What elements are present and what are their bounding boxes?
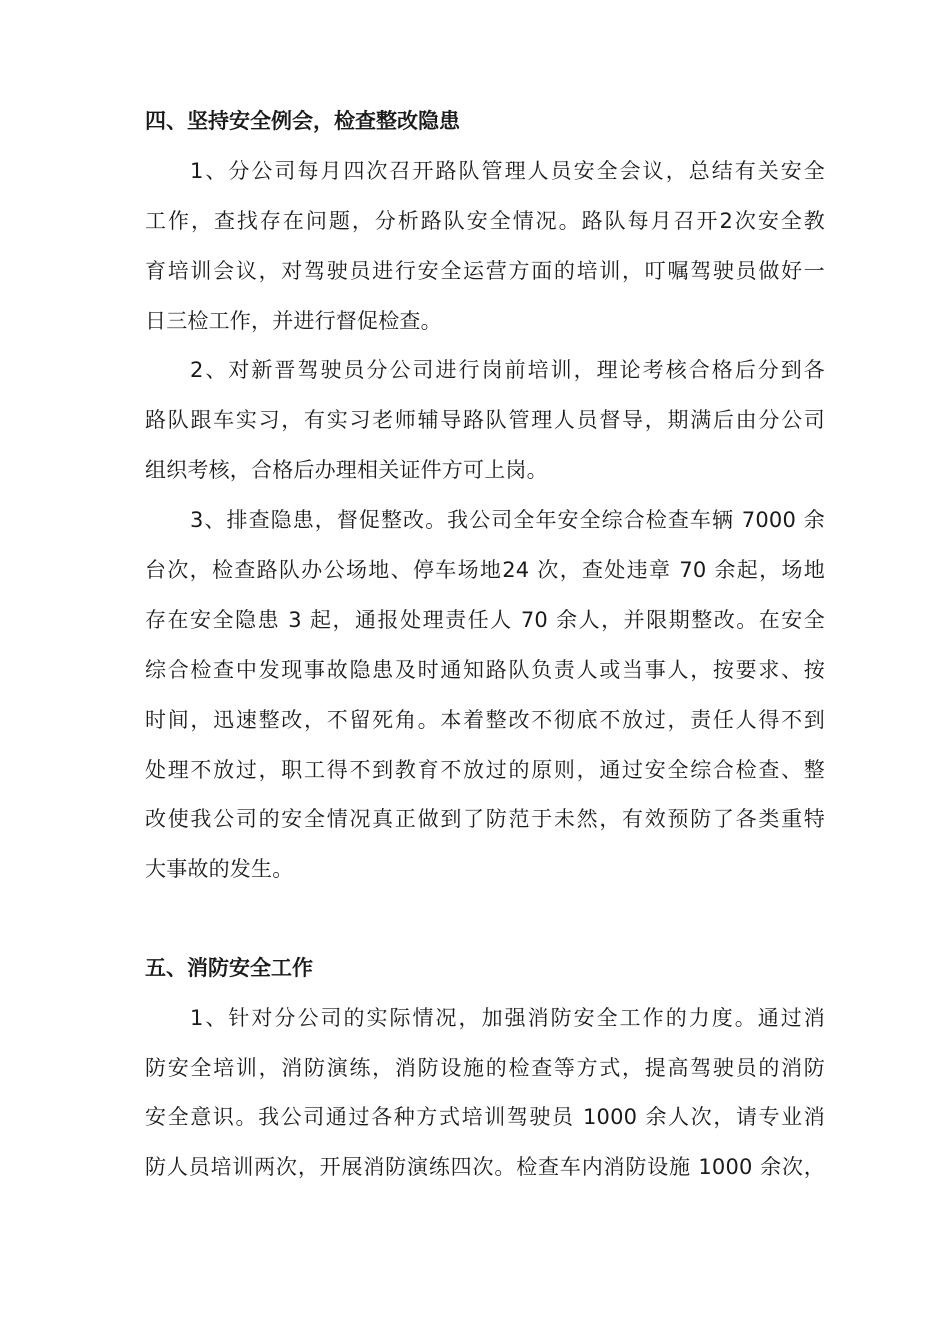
text-line: 2、对新晋驾驶员分公司进行岗前培训，理论考核合格后分到各 — [190, 358, 825, 382]
text-line: 3、排查隐患，督促整改。我公司全年安全综合检查车辆 7000 余 — [190, 508, 825, 532]
text-line: 存在安全隐患 3 起，通报处理责任人 70 余人，并限期整改。在安全 — [145, 608, 825, 632]
text-line: 组织考核，合格后办理相关证件方可上岗。 — [145, 458, 548, 482]
text-line: 防人员培训两次，开展消防演练四次。检查车内消防设施 1000 余次， — [145, 1155, 825, 1179]
text-line: 日三检工作，并进行督促检查。 — [145, 309, 442, 333]
section-heading: 四、坚持安全例会，检查整改隐患 — [145, 109, 460, 133]
text-line: 路队跟车实习，有实习老师辅导路队管理人员督导，期满后由分公司 — [145, 408, 825, 432]
text-line: 大事故的发生。 — [145, 857, 294, 881]
text-line: 1、分公司每月四次召开路队管理人员安全会议，总结有关安全 — [190, 159, 825, 183]
section-heading: 五、消防安全工作 — [145, 956, 313, 980]
text-line: 安全意识。我公司通过各种方式培训驾驶员 1000 余人次，请专业消 — [145, 1105, 825, 1129]
text-line: 育培训会议，对驾驶员进行安全运营方面的培训，叮嘱驾驶员做好一 — [145, 259, 825, 283]
text-line: 时间，迅速整改，不留死角。本着整改不彻底不放过，责任人得不到 — [145, 708, 825, 732]
text-line: 处理不放过，职工得不到教育不放过的原则，通过安全综合检查、整 — [145, 758, 825, 782]
text-line: 工作，查找存在问题，分析路队安全情况。路队每月召开2次安全教 — [145, 209, 825, 233]
text-line: 改使我公司的安全情况真正做到了防范于未然，有效预防了各类重特 — [145, 807, 825, 831]
text-line: 台次，检查路队办公场地、停车场地24 次，查处违章 70 余起，场地 — [145, 558, 825, 582]
text-line: 防安全培训，消防演练，消防设施的检查等方式，提高驾驶员的消防 — [145, 1056, 825, 1080]
text-line: 综合检查中发现事故隐患及时通知路队负责人或当事人，按要求、按 — [145, 658, 825, 682]
text-line: 1、针对分公司的实际情况，加强消防安全工作的力度。通过消 — [190, 1006, 825, 1030]
